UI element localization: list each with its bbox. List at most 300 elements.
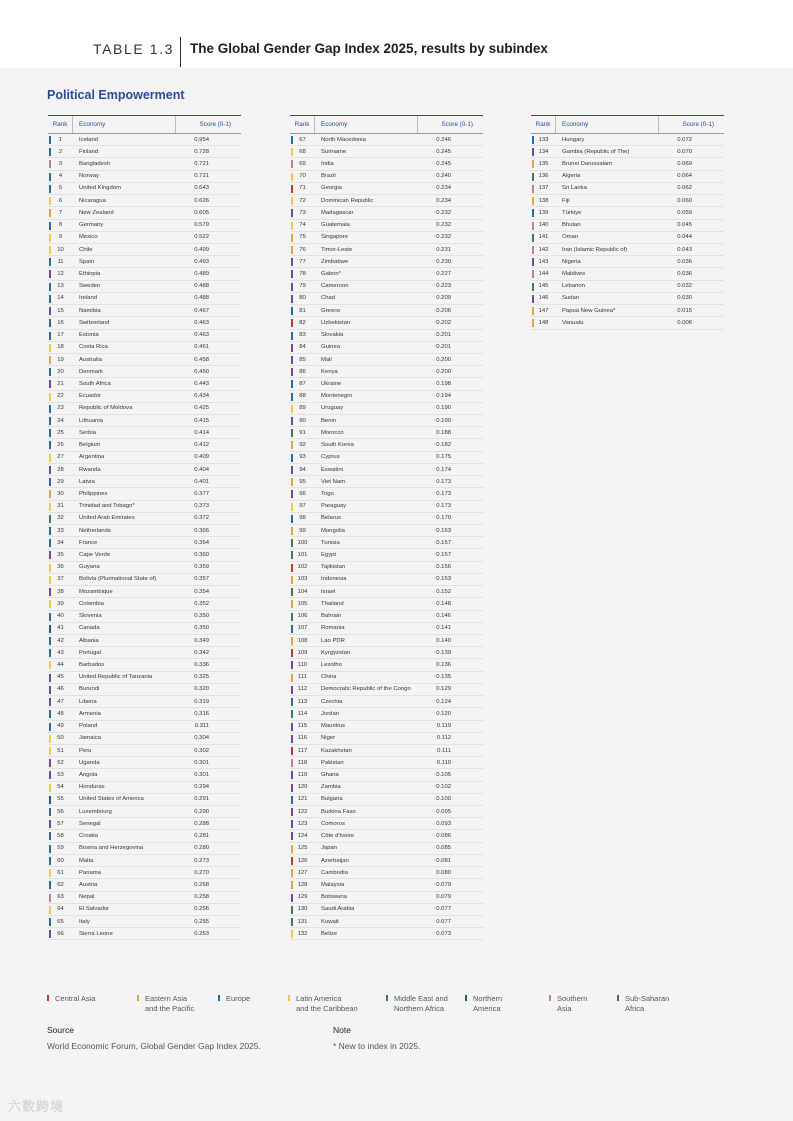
economy-cell: Tajikistan (321, 564, 346, 571)
rank-cell: 38 (57, 588, 64, 595)
region-marker (291, 368, 293, 376)
rank-cell: 79 (299, 283, 306, 290)
score-cell: 0.728 (194, 148, 209, 155)
region-marker (532, 246, 534, 254)
economy-cell: Mexico (79, 234, 98, 241)
rank-cell: 115 (297, 723, 308, 730)
table-row (290, 830, 483, 842)
rank-cell: 22 (57, 393, 64, 400)
region-marker (49, 344, 51, 352)
score-cell: 0.268 (194, 881, 209, 888)
source-label: Source (47, 1025, 74, 1035)
region-marker (532, 307, 534, 315)
score-cell: 0.434 (194, 393, 209, 400)
region-marker (291, 527, 293, 535)
score-cell: 0.234 (436, 185, 451, 192)
economy-cell: Viet Nam (321, 478, 346, 485)
economy-cell: Poland (79, 723, 98, 730)
economy-cell: Dominican Republic (321, 197, 374, 204)
rank-cell: 92 (299, 442, 306, 449)
rank-cell: 117 (297, 747, 308, 754)
rank-cell: 9 (58, 234, 63, 241)
region-marker (291, 478, 293, 486)
economy-cell: France (79, 539, 98, 546)
economy-cell: Canada (79, 625, 100, 632)
score-cell: 0.458 (194, 356, 209, 363)
table-row (290, 818, 483, 830)
table-row (290, 305, 483, 317)
table-row (48, 562, 241, 574)
table-row (290, 513, 483, 525)
rank-cell: 123 (297, 820, 308, 827)
score-cell: 0.030 (677, 295, 692, 302)
table-row (48, 476, 241, 488)
score-cell: 0.489 (194, 271, 209, 278)
rank-cell: 62 (57, 881, 64, 888)
table-row (48, 427, 241, 439)
region-marker (291, 906, 293, 914)
region-marker (291, 185, 293, 193)
rank-cell: 3 (58, 161, 63, 168)
table-row (531, 244, 724, 256)
score-cell: 0.404 (194, 466, 209, 473)
region-marker (49, 515, 51, 523)
table-row (290, 158, 483, 170)
table-row (48, 330, 241, 342)
region-marker (291, 613, 293, 621)
score-cell: 0.200 (436, 356, 451, 363)
table-row (48, 916, 241, 928)
table-row (290, 452, 483, 464)
region-marker (49, 490, 51, 498)
table-row (290, 220, 483, 232)
table-row (48, 830, 241, 842)
rank-cell: 19 (57, 356, 64, 363)
economy-cell: Guinea (321, 344, 340, 351)
table-row (290, 684, 483, 696)
region-marker (49, 246, 51, 254)
table-row (48, 659, 241, 671)
economy-cell: Niger (321, 735, 336, 742)
rank-cell: 31 (57, 503, 64, 510)
table-row (531, 158, 724, 170)
economy-cell: Colombia (79, 600, 104, 607)
rank-cell: 29 (57, 478, 64, 485)
region-marker (49, 894, 51, 902)
table-row (290, 244, 483, 256)
score-cell: 0.294 (194, 784, 209, 791)
rank-cell: 142 (538, 246, 549, 253)
economy-cell: Panama (79, 869, 101, 876)
region-marker (532, 283, 534, 291)
table-row (290, 525, 483, 537)
region-marker (49, 759, 51, 767)
table-row (290, 134, 483, 146)
region-marker (291, 283, 293, 291)
score-cell: 0.288 (194, 820, 209, 827)
region-marker (532, 160, 534, 168)
score-cell: 0.006 (677, 319, 692, 326)
score-cell: 0.721 (194, 161, 209, 168)
score-cell: 0.129 (436, 686, 451, 693)
score-cell: 0.304 (194, 735, 209, 742)
region-marker (291, 393, 293, 401)
rank-cell: 48 (57, 710, 64, 717)
economy-cell: Ecuador (79, 393, 101, 400)
score-cell: 0.069 (677, 161, 692, 168)
rank-cell: 35 (57, 552, 64, 559)
region-marker (291, 234, 293, 242)
economy-cell: United Arab Emirates (79, 515, 135, 522)
economy-cell: Latvia (79, 478, 95, 485)
economy-cell: South Africa (79, 380, 111, 387)
table-row (290, 268, 483, 280)
economy-cell: Denmark (79, 368, 103, 375)
score-cell: 0.152 (436, 588, 451, 595)
score-cell: 0.080 (436, 869, 451, 876)
rank-cell: 13 (57, 283, 64, 290)
score-cell: 0.044 (677, 234, 692, 241)
table-row (290, 195, 483, 207)
region-marker (291, 771, 293, 779)
economy-cell: Republic of Moldova (79, 405, 133, 412)
score-cell: 0.246 (436, 136, 451, 143)
economy-cell: Namibia (79, 307, 101, 314)
score-cell: 0.141 (436, 625, 451, 632)
score-cell: 0.319 (194, 698, 209, 705)
rank-cell: 124 (297, 833, 308, 840)
table-row (48, 574, 241, 586)
rank-cell: 120 (297, 784, 308, 791)
economy-cell: Barbados (79, 662, 105, 669)
economy-cell: Gabon* (321, 271, 341, 278)
economy-cell: Israel (321, 588, 336, 595)
table-row (48, 268, 241, 280)
score-cell: 0.194 (436, 393, 451, 400)
rank-cell: 84 (299, 344, 306, 351)
region-marker (532, 136, 534, 144)
score-cell: 0.102 (436, 784, 451, 791)
score-cell: 0.201 (436, 332, 451, 339)
region-marker (49, 564, 51, 572)
table-row (48, 806, 241, 818)
economy-cell: Slovenia (79, 613, 102, 620)
note-text: * New to index in 2025. (333, 1041, 421, 1051)
table-row (290, 281, 483, 293)
score-cell: 0.463 (194, 319, 209, 326)
rank-cell: 128 (297, 881, 308, 888)
region-marker (291, 723, 293, 731)
region-marker (532, 270, 534, 278)
table-row (48, 696, 241, 708)
rank-cell: 14 (57, 295, 64, 302)
region-marker (49, 441, 51, 449)
region-marker (49, 332, 51, 340)
rank-cell: 103 (297, 576, 308, 583)
rank-cell: 141 (538, 234, 549, 241)
legend-label: Southern Asia (557, 994, 588, 1013)
score-cell: 0.110 (436, 759, 451, 766)
region-marker (291, 197, 293, 205)
header-score: Score (0-1) (682, 121, 714, 128)
score-cell: 0.290 (194, 808, 209, 815)
score-cell: 0.173 (436, 490, 451, 497)
economy-cell: Serbia (79, 429, 97, 436)
economy-cell: Japan (321, 845, 338, 852)
table-row (48, 879, 241, 891)
table-row (48, 757, 241, 769)
table-row (290, 794, 483, 806)
table-row (48, 647, 241, 659)
rank-cell: 63 (57, 894, 64, 901)
region-marker (49, 368, 51, 376)
region-marker (291, 881, 293, 889)
table-row (290, 501, 483, 513)
region-marker (49, 918, 51, 926)
score-cell: 0.036 (677, 271, 692, 278)
rank-cell: 139 (538, 209, 549, 216)
score-cell: 0.232 (436, 234, 451, 241)
score-cell: 0.148 (436, 600, 451, 607)
rank-cell: 85 (299, 356, 306, 363)
region-marker (49, 307, 51, 315)
rank-cell: 143 (538, 258, 549, 265)
score-cell: 0.174 (436, 466, 451, 473)
table-row (48, 171, 241, 183)
score-cell: 0.200 (436, 368, 451, 375)
score-cell: 0.255 (194, 918, 209, 925)
score-cell: 0.032 (677, 283, 692, 290)
rank-cell: 111 (298, 674, 307, 681)
economy-cell: Singapore (321, 234, 348, 241)
region-marker (49, 405, 51, 413)
region-marker (49, 380, 51, 388)
economy-cell: Luxembourg (79, 808, 112, 815)
score-cell: 0.105 (436, 771, 451, 778)
source-text: World Economic Forum, Global Gender Gap Index 2025. (47, 1041, 261, 1051)
economy-cell: Bahrain (321, 613, 342, 620)
region-marker (291, 796, 293, 804)
table-row (48, 281, 241, 293)
economy-cell: Ghana (321, 771, 339, 778)
table-row (48, 928, 241, 940)
region-marker (532, 173, 534, 181)
score-cell: 0.227 (436, 271, 451, 278)
rank-cell: 5 (58, 185, 63, 192)
table-row (290, 916, 483, 928)
score-cell: 0.359 (194, 564, 209, 571)
rank-cell: 76 (299, 246, 306, 253)
region-marker (291, 344, 293, 352)
score-cell: 0.079 (436, 881, 451, 888)
table-row (48, 867, 241, 879)
economy-cell: Spain (79, 258, 95, 265)
region-marker (291, 930, 293, 938)
rank-cell: 2 (58, 148, 63, 155)
table-row (290, 439, 483, 451)
economy-cell: Indonesia (321, 576, 347, 583)
table-row (48, 464, 241, 476)
rank-cell: 132 (297, 930, 308, 937)
region-marker (49, 771, 51, 779)
score-cell: 0.280 (194, 845, 209, 852)
economy-cell: Mali (321, 356, 332, 363)
rank-cell: 90 (299, 417, 306, 424)
rank-cell: 131 (297, 918, 308, 925)
rank-cell: 16 (57, 319, 64, 326)
region-marker (291, 710, 293, 718)
economy-cell: Albania (79, 637, 99, 644)
score-cell: 0.111 (437, 747, 451, 754)
table-row (290, 928, 483, 940)
table-row (48, 794, 241, 806)
region-marker (49, 698, 51, 706)
economy-cell: Georgia (321, 185, 342, 192)
region-marker (291, 307, 293, 315)
score-cell: 0.173 (436, 478, 451, 485)
score-cell: 0.350 (194, 613, 209, 620)
rank-cell: 82 (299, 319, 306, 326)
region-marker (49, 160, 51, 168)
score-cell: 0.201 (436, 344, 451, 351)
table-row (48, 207, 241, 219)
score-cell: 0.015 (677, 307, 692, 314)
rank-cell: 102 (297, 564, 308, 571)
rank-cell: 42 (57, 637, 64, 644)
region-marker (291, 222, 293, 230)
economy-cell: Portugal (79, 649, 101, 656)
region-marker (291, 808, 293, 816)
title-divider (180, 37, 181, 67)
region-marker (291, 539, 293, 547)
table-row (48, 598, 241, 610)
region-marker (49, 674, 51, 682)
score-cell: 0.463 (194, 332, 209, 339)
table-row (531, 268, 724, 280)
region-marker (49, 723, 51, 731)
rank-cell: 144 (538, 271, 549, 278)
rank-cell: 46 (57, 686, 64, 693)
score-cell: 0.579 (194, 222, 209, 229)
legend-item (386, 994, 448, 1013)
region-marker (49, 906, 51, 914)
score-cell: 0.372 (194, 515, 209, 522)
score-cell: 0.301 (194, 771, 209, 778)
score-cell: 0.245 (436, 161, 451, 168)
region-marker (532, 234, 534, 242)
economy-cell: Mozambique (79, 588, 113, 595)
table-row (48, 855, 241, 867)
rank-cell: 106 (297, 613, 308, 620)
economy-cell: El Salvador (79, 906, 110, 913)
region-marker (49, 466, 51, 474)
economy-cell: Chile (79, 246, 93, 253)
economy-cell: Croatia (79, 833, 98, 840)
region-marker (49, 845, 51, 853)
score-cell: 0.522 (194, 234, 209, 241)
score-cell: 0.488 (194, 283, 209, 290)
economy-cell: Nigeria (562, 258, 581, 265)
score-cell: 0.415 (194, 417, 209, 424)
rank-cell: 27 (57, 454, 64, 461)
rank-cell: 83 (299, 332, 306, 339)
column-header (48, 115, 241, 134)
economy-cell: Jamaica (79, 735, 101, 742)
economy-cell: Switzerland (79, 319, 110, 326)
score-cell: 0.234 (436, 197, 451, 204)
rank-cell: 89 (299, 405, 306, 412)
score-cell: 0.079 (436, 894, 451, 901)
economy-cell: Kuwait (321, 918, 339, 925)
table-row (290, 721, 483, 733)
rank-cell: 136 (538, 173, 549, 180)
table-row (290, 342, 483, 354)
table-row (290, 635, 483, 647)
region-marker (49, 820, 51, 828)
column-header (531, 115, 724, 134)
score-cell: 0.425 (194, 405, 209, 412)
table-row (290, 317, 483, 329)
score-cell: 0.190 (436, 417, 451, 424)
rank-cell: 69 (299, 161, 306, 168)
rank-cell: 8 (58, 222, 63, 229)
table-row (48, 256, 241, 268)
rank-cell: 112 (297, 686, 308, 693)
rank-cell: 137 (538, 185, 549, 192)
table-row (290, 757, 483, 769)
region-marker (291, 820, 293, 828)
region-marker (49, 234, 51, 242)
rank-cell: 58 (57, 833, 64, 840)
rank-cell: 57 (57, 820, 64, 827)
score-cell: 0.153 (436, 576, 451, 583)
rank-cell: 12 (57, 271, 64, 278)
region-marker (291, 686, 293, 694)
region-marker (49, 784, 51, 792)
watermark-logo: 六数跨境 (8, 1099, 65, 1114)
table-row (290, 232, 483, 244)
table-row (48, 623, 241, 635)
score-cell: 0.146 (436, 613, 451, 620)
economy-cell: Jordan (321, 710, 340, 717)
score-cell: 0.253 (194, 930, 209, 937)
score-cell: 0.643 (194, 185, 209, 192)
region-marker (49, 551, 51, 559)
score-cell: 0.157 (436, 539, 451, 546)
region-marker (291, 160, 293, 168)
economy-cell: Burundi (79, 686, 100, 693)
legend-item (549, 994, 587, 1013)
table-row (48, 183, 241, 195)
region-marker (49, 686, 51, 694)
score-cell: 0.086 (436, 833, 451, 840)
rank-cell: 87 (299, 380, 306, 387)
table-row (290, 782, 483, 794)
economy-cell: Sierra Leone (79, 930, 113, 937)
rank-cell: 18 (57, 344, 64, 351)
score-cell: 0.170 (436, 515, 451, 522)
rank-cell: 73 (299, 209, 306, 216)
region-marker (532, 222, 534, 230)
table-row (48, 305, 241, 317)
rank-cell: 72 (299, 197, 306, 204)
rank-cell: 50 (57, 735, 64, 742)
economy-cell: Belgium (79, 442, 101, 449)
score-cell: 0.043 (677, 246, 692, 253)
table-row (48, 244, 241, 256)
legend-label: Europe (226, 994, 251, 1003)
header-score: Score (0-1) (441, 121, 473, 128)
